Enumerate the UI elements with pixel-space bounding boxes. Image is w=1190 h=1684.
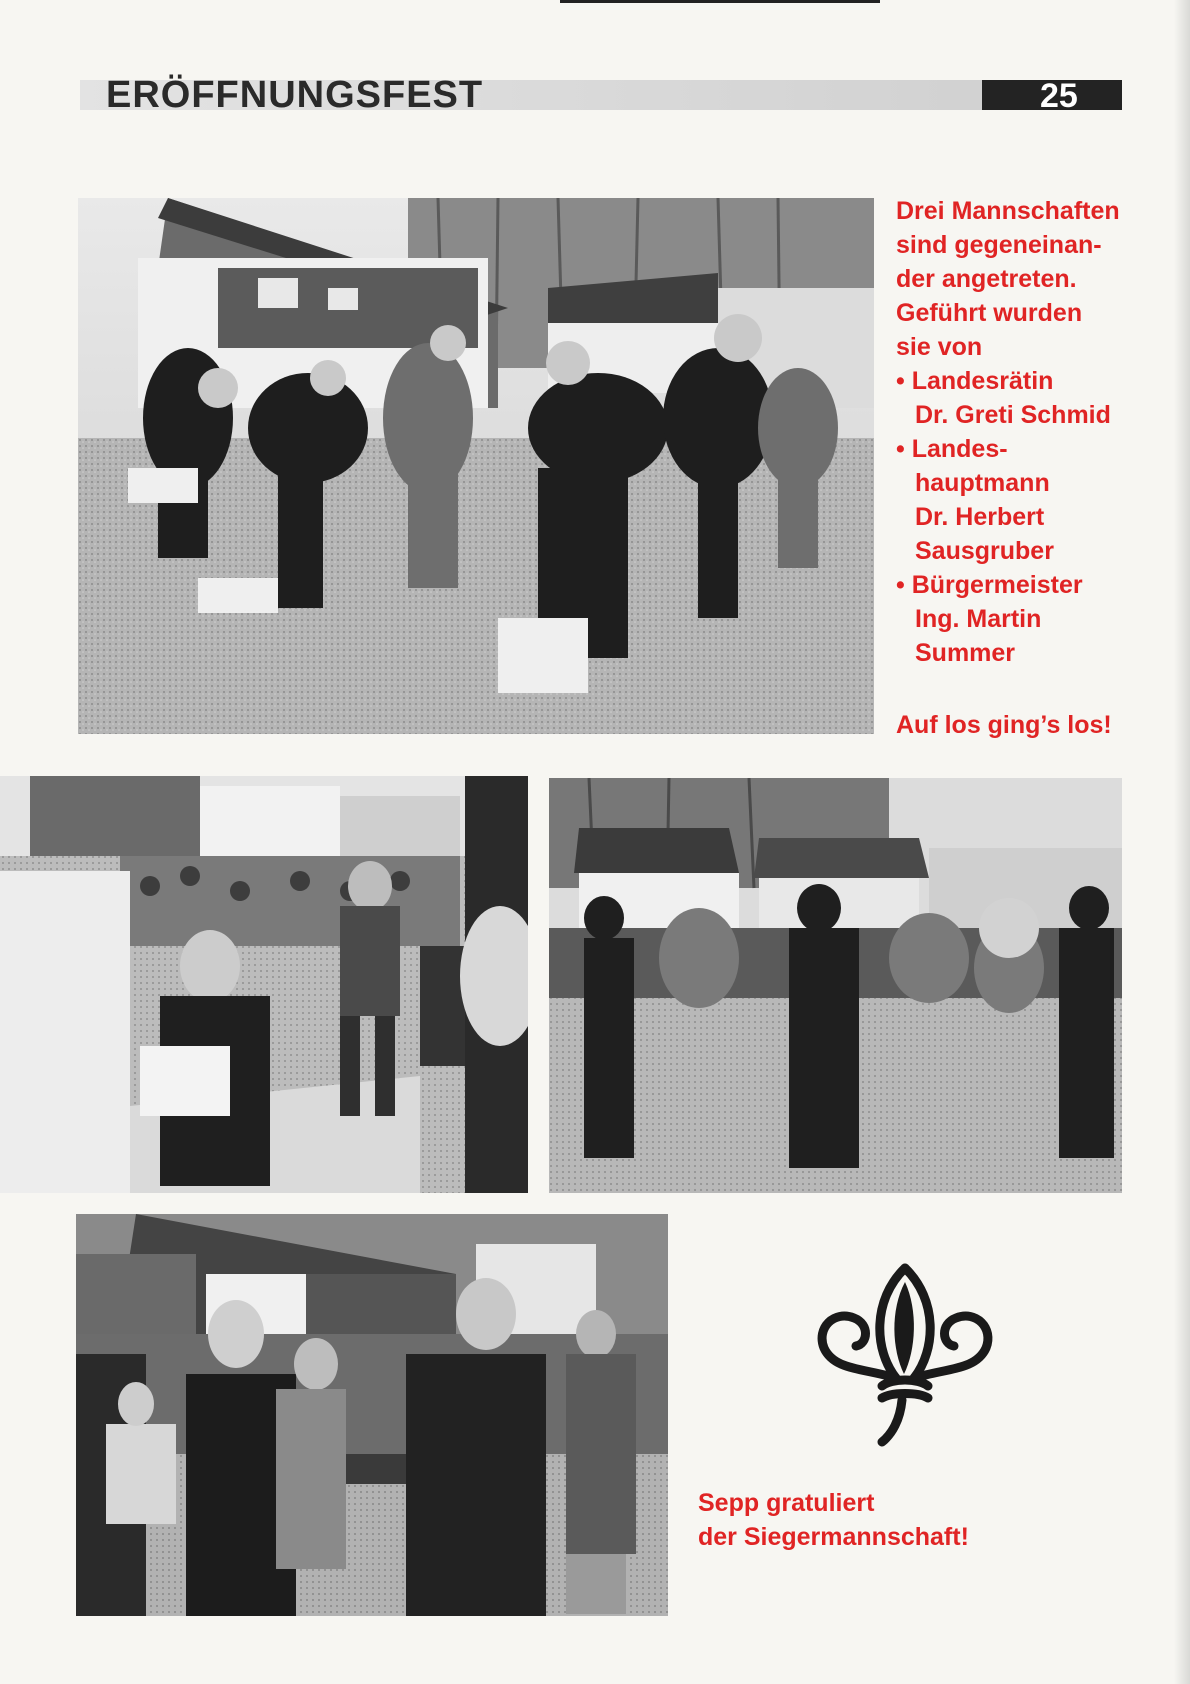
caption-line: der angetreten.	[896, 265, 1077, 293]
page-number: 25	[1040, 77, 1078, 115]
caption-winner	[698, 1486, 1028, 1554]
photo-carrying-newspapers	[0, 776, 528, 1193]
scan-edge	[560, 0, 880, 3]
caption-line: sie von	[896, 333, 983, 361]
leader-line: Landes-	[911, 435, 1008, 463]
page-gutter	[1174, 0, 1190, 1684]
leader-line: Summer	[915, 639, 1016, 667]
caption-line: Drei Mannschaften	[896, 197, 1120, 225]
leader-line: Ing. Martin	[915, 605, 1042, 633]
caption-line: sind gegeneinan-	[896, 231, 1102, 259]
photo-congratulations	[76, 1214, 668, 1616]
leader-line: Dr. Greti Schmid	[915, 401, 1111, 429]
leader-line: Bürgermeister	[911, 571, 1083, 599]
leader-item	[896, 364, 1146, 432]
leader-line: Dr. Herbert	[915, 503, 1045, 531]
leader-line: hauptmann	[915, 469, 1050, 497]
photo-teams-competing	[78, 198, 874, 734]
section-title: ERÖFFNUNGSFEST	[106, 74, 484, 116]
bullet: •	[896, 435, 905, 463]
caption-line: Geführt wurden	[896, 299, 1083, 327]
caption-start: Auf los ging’s los!	[896, 711, 1112, 739]
photo-teams-running	[549, 778, 1122, 1193]
caption-teams	[896, 194, 1146, 670]
leader-item	[896, 432, 1146, 568]
caption-line: der Siegermannschaft!	[698, 1523, 969, 1551]
leader-line: Landesrätin	[911, 367, 1054, 395]
leader-item	[896, 568, 1146, 670]
bullet: •	[896, 571, 905, 599]
bullet: •	[896, 367, 905, 395]
leader-line: Sausgruber	[915, 537, 1054, 565]
scout-fleur-de-lis-icon	[812, 1260, 998, 1448]
caption-line: Sepp gratuliert	[698, 1489, 875, 1517]
